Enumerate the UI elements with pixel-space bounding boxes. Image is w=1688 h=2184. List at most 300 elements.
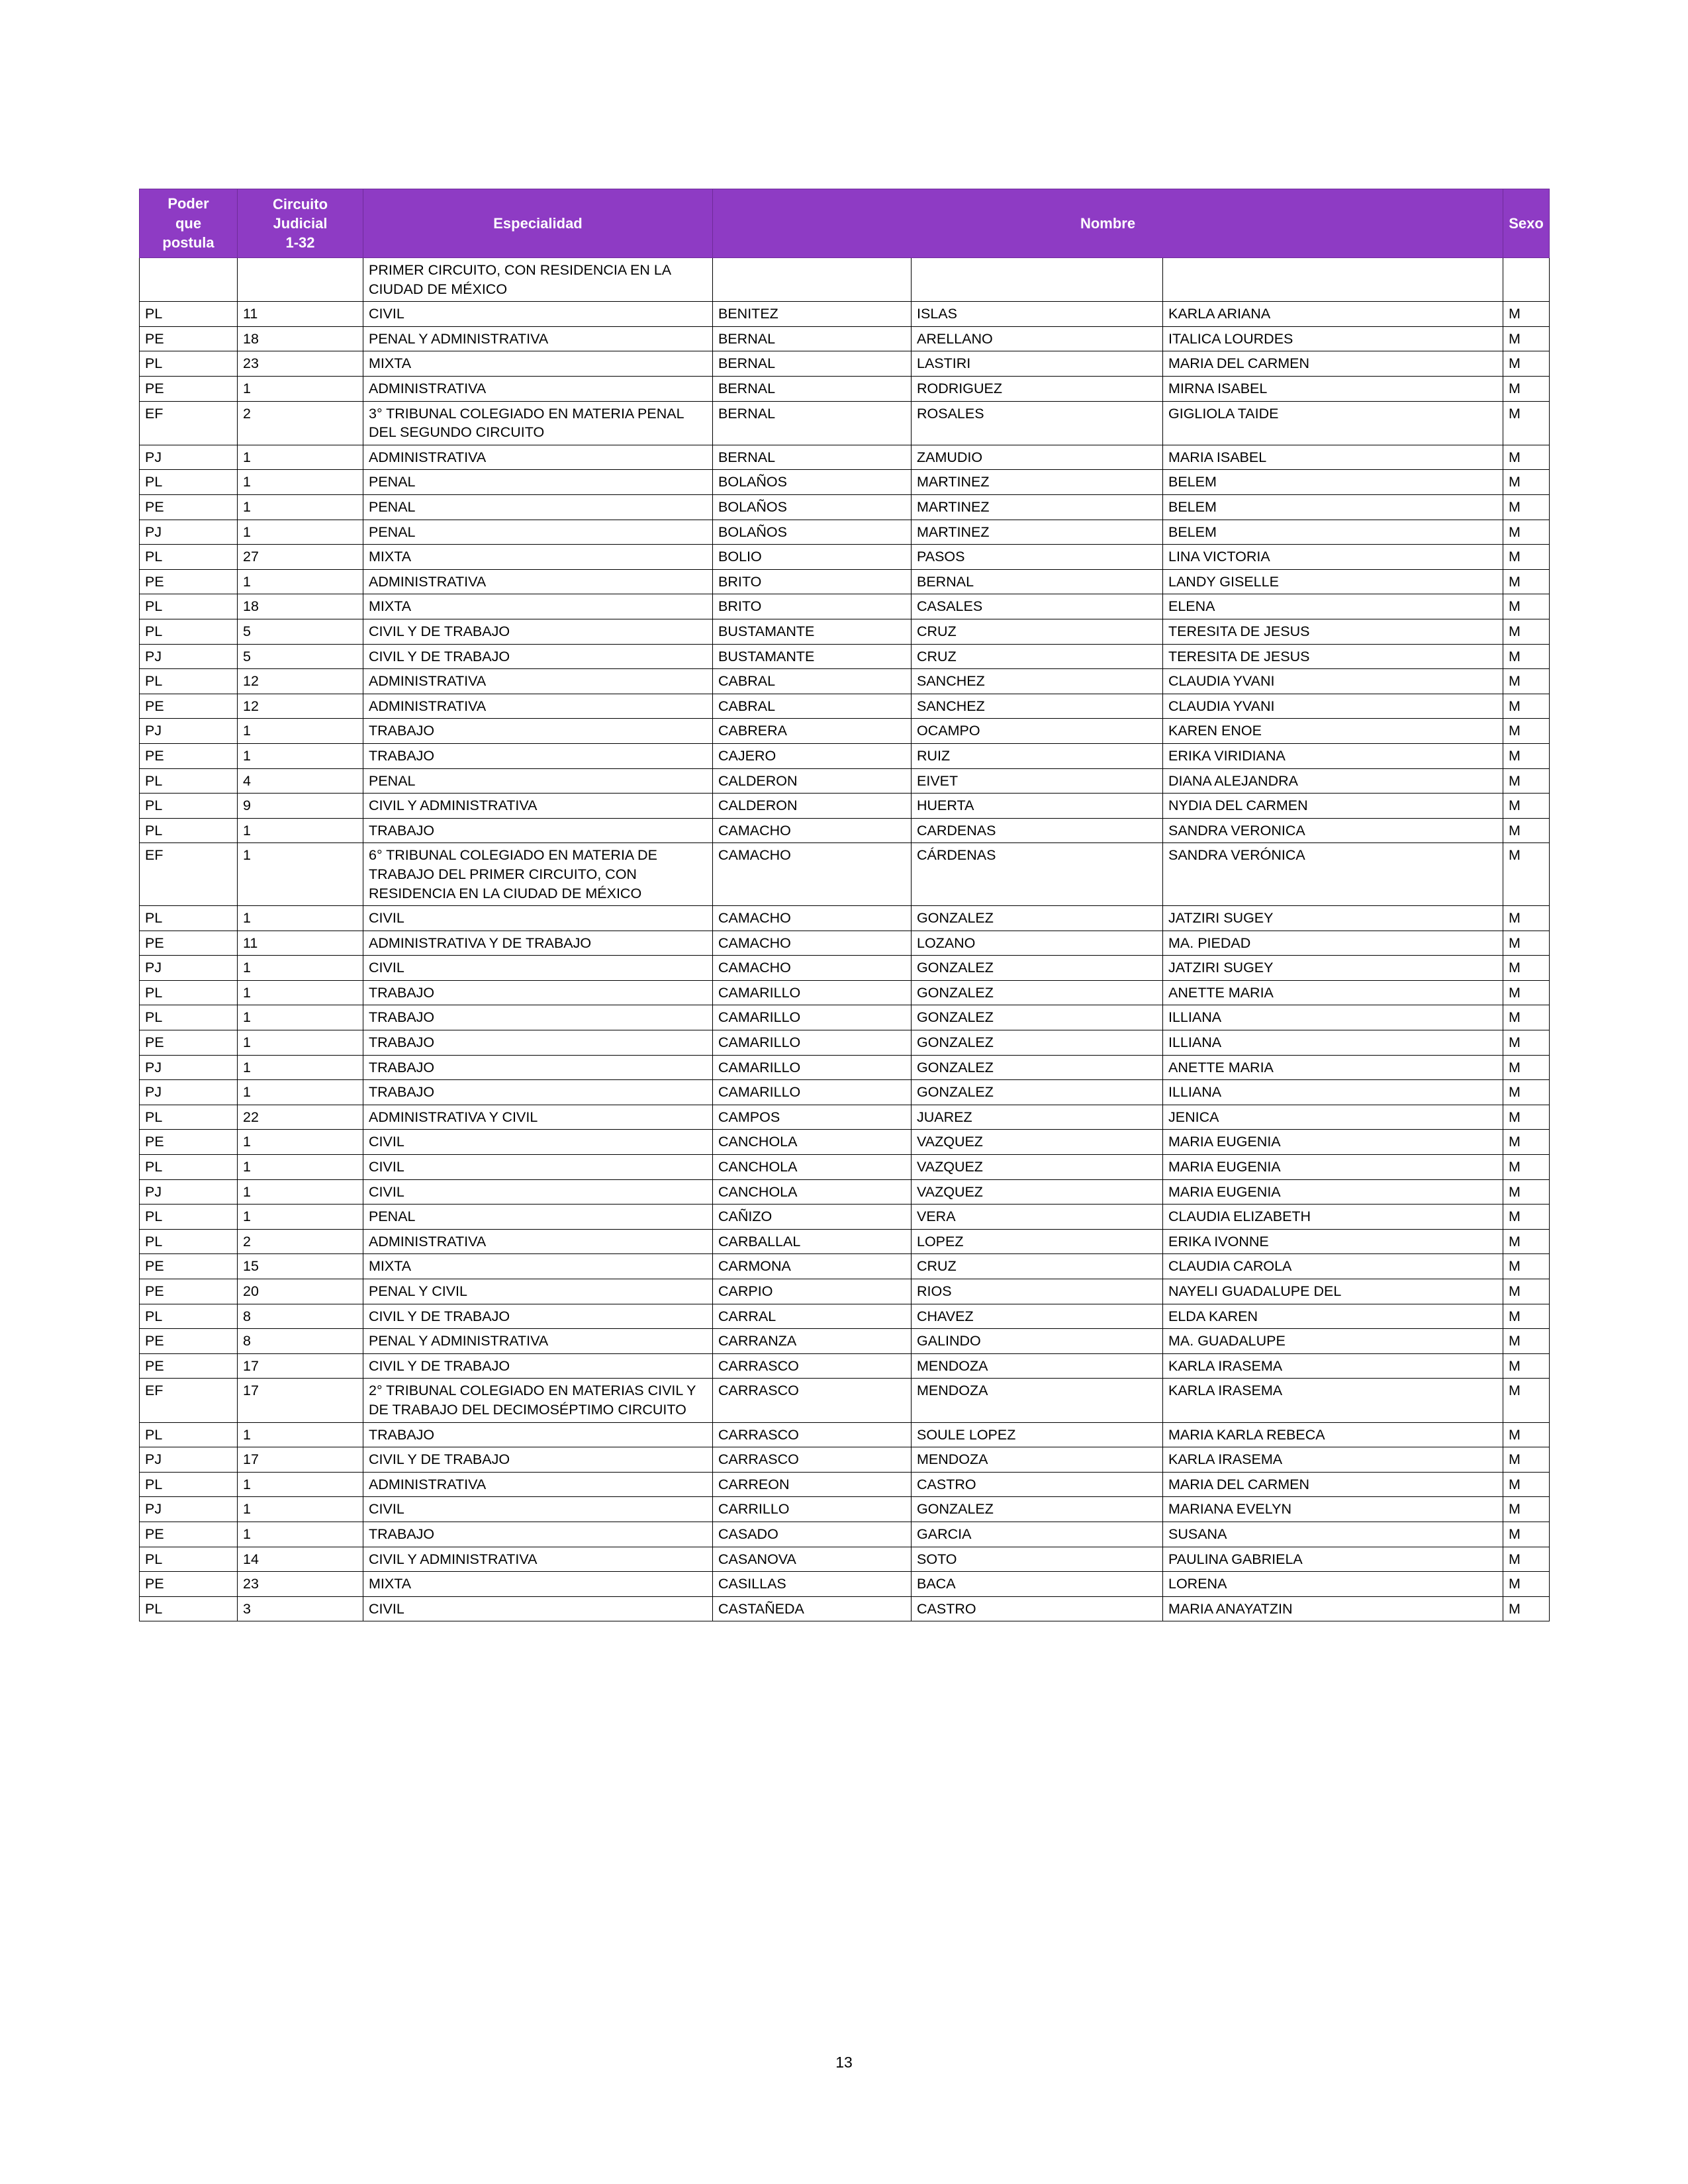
cell-circuito: 1 [238,1422,363,1447]
cell-nombre: ERIKA VIRIDIANA [1163,743,1503,768]
cell-especialidad: MIXTA [363,1254,713,1279]
cell-circuito: 27 [238,545,363,570]
cell-apellido-materno: LOZANO [912,931,1163,956]
cell-nombre: TERESITA DE JESUS [1163,619,1503,644]
cell-apellido-paterno: CASADO [713,1522,912,1547]
cell-circuito: 1 [238,818,363,843]
cell-apellido-paterno: CAMARILLO [713,1030,912,1056]
cell-apellido-paterno: CAMACHO [713,931,912,956]
table-row [140,1030,1550,1056]
cell-nombre: SANDRA VERONICA [1163,818,1503,843]
cell-poder: PE [140,326,238,351]
cell-poder: PL [140,1005,238,1030]
cell-circuito: 20 [238,1279,363,1304]
cell-nombre: GIGLIOLA TAIDE [1163,401,1503,445]
cell-poder: PL [140,470,238,495]
cell-apellido-paterno: BERNAL [713,326,912,351]
cell-apellido-paterno: CAÑIZO [713,1205,912,1230]
cell-especialidad: CIVIL Y ADMINISTRATIVA [363,1547,713,1572]
cell-apellido-paterno: BOLAÑOS [713,470,912,495]
cell-sexo: M [1503,743,1550,768]
cell-apellido-paterno: CANCHOLA [713,1155,912,1180]
cell-circuito: 1 [238,1155,363,1180]
cell-sexo: M [1503,980,1550,1005]
table-row [140,906,1550,931]
cell-apellido-materno: MENDOZA [912,1379,1163,1422]
cell-poder: PL [140,906,238,931]
cell-sexo: M [1503,906,1550,931]
table-row [140,1572,1550,1597]
cell-apellido-paterno: CARRASCO [713,1422,912,1447]
cell-apellido-materno: VAZQUEZ [912,1179,1163,1205]
cell-especialidad: PENAL [363,1205,713,1230]
cell-sexo: M [1503,931,1550,956]
cell-poder: PE [140,1130,238,1155]
cell-circuito: 18 [238,594,363,619]
cell-apellido-materno: JUAREZ [912,1105,1163,1130]
cell-circuito: 1 [238,906,363,931]
cell-especialidad: ADMINISTRATIVA Y CIVIL [363,1105,713,1130]
table-row [140,495,1550,520]
cell-nombre: ILLIANA [1163,1030,1503,1056]
cell-especialidad: PENAL Y ADMINISTRATIVA [363,326,713,351]
cell-apellido-paterno: CASANOVA [713,1547,912,1572]
cell-apellido-paterno: CASTAÑEDA [713,1596,912,1621]
cell-nombre: JENICA [1163,1105,1503,1130]
cell-apellido-materno: CÁRDENAS [912,843,1163,906]
cell-nombre: MIRNA ISABEL [1163,377,1503,402]
cell-apellido-paterno: CANCHOLA [713,1130,912,1155]
cell-especialidad: PENAL [363,520,713,545]
cell-nombre: ELDA KAREN [1163,1304,1503,1329]
cell-especialidad: CIVIL [363,1179,713,1205]
cell-apellido-paterno: CAMARILLO [713,1080,912,1105]
cell-sexo: M [1503,1155,1550,1180]
cell-apellido-paterno: CAMACHO [713,906,912,931]
cell-especialidad: TRABAJO [363,1522,713,1547]
table-row [140,1329,1550,1354]
cell-sexo: M [1503,351,1550,377]
cell-nombre [1163,258,1503,302]
table-header-row [140,189,1550,258]
cell-apellido-paterno: CASILLAS [713,1572,912,1597]
cell-apellido-materno: MENDOZA [912,1353,1163,1379]
cell-apellido-paterno: BUSTAMANTE [713,644,912,669]
cell-especialidad: PENAL Y ADMINISTRATIVA [363,1329,713,1354]
cell-apellido-paterno: BUSTAMANTE [713,619,912,644]
cell-apellido-materno: ZAMUDIO [912,445,1163,470]
cell-sexo: M [1503,619,1550,644]
cell-nombre: CLAUDIA ELIZABETH [1163,1205,1503,1230]
cell-apellido-paterno: CARPIO [713,1279,912,1304]
cell-sexo: M [1503,1596,1550,1621]
table-row [140,1130,1550,1155]
cell-apellido-materno: OCAMPO [912,719,1163,744]
cell-poder: PE [140,1329,238,1354]
cell-apellido-materno [912,258,1163,302]
cell-nombre: JATZIRI SUGEY [1163,956,1503,981]
cell-circuito: 1 [238,743,363,768]
cell-poder: EF [140,401,238,445]
cell-apellido-materno: ROSALES [912,401,1163,445]
cell-circuito: 1 [238,1472,363,1497]
cell-circuito: 14 [238,1547,363,1572]
cell-nombre: ITALICA LOURDES [1163,326,1503,351]
cell-apellido-paterno: CAJERO [713,743,912,768]
cell-especialidad: TRABAJO [363,1422,713,1447]
cell-poder: PL [140,669,238,694]
cell-circuito: 22 [238,1105,363,1130]
cell-sexo: M [1503,694,1550,719]
cell-apellido-materno: VAZQUEZ [912,1155,1163,1180]
cell-poder: PL [140,302,238,327]
circuito-line-2: Judicial [273,215,328,232]
cell-apellido-materno: GONZALEZ [912,906,1163,931]
cell-sexo: M [1503,1353,1550,1379]
cell-apellido-materno: GONZALEZ [912,1055,1163,1080]
candidates-table [139,189,1550,1621]
cell-especialidad: MIXTA [363,545,713,570]
table-row [140,1522,1550,1547]
cell-poder: PJ [140,1497,238,1522]
cell-poder: PJ [140,1447,238,1473]
cell-especialidad: PRIMER CIRCUITO, CON RESIDENCIA EN LA CIUDAD DE MÉXICO [363,258,713,302]
cell-nombre: SUSANA [1163,1522,1503,1547]
cell-apellido-paterno: CARMONA [713,1254,912,1279]
cell-nombre: MARIA EUGENIA [1163,1130,1503,1155]
cell-apellido-materno: CRUZ [912,644,1163,669]
cell-sexo: M [1503,1497,1550,1522]
cell-poder: PE [140,694,238,719]
table-row [140,1080,1550,1105]
cell-circuito: 1 [238,1205,363,1230]
table-row [140,743,1550,768]
cell-apellido-materno: CARDENAS [912,818,1163,843]
cell-especialidad: 3° TRIBUNAL COLEGIADO EN MATERIA PENAL DEL SEGUNDO CIRCUITO [363,401,713,445]
cell-nombre: JATZIRI SUGEY [1163,906,1503,931]
cell-sexo: M [1503,326,1550,351]
table-row [140,1229,1550,1254]
cell-apellido-materno: MARTINEZ [912,495,1163,520]
cell-apellido-paterno: CARRAL [713,1304,912,1329]
table-row [140,1422,1550,1447]
cell-sexo [1503,258,1550,302]
cell-poder: PJ [140,445,238,470]
cell-especialidad: CIVIL [363,1596,713,1621]
cell-sexo: M [1503,545,1550,570]
cell-nombre: MARIA EUGENIA [1163,1179,1503,1205]
cell-circuito: 11 [238,931,363,956]
cell-poder: PE [140,1279,238,1304]
cell-apellido-materno: GONZALEZ [912,1030,1163,1056]
cell-poder: PE [140,495,238,520]
cell-sexo: M [1503,719,1550,744]
cell-poder: PE [140,1572,238,1597]
cell-especialidad: CIVIL [363,1130,713,1155]
cell-poder: PL [140,980,238,1005]
cell-poder: PJ [140,1055,238,1080]
table-row [140,1472,1550,1497]
cell-apellido-paterno: CARREON [713,1472,912,1497]
cell-especialidad: CIVIL Y DE TRABAJO [363,619,713,644]
column-header-nombre: Nombre [713,189,1503,258]
cell-apellido-materno: CASTRO [912,1596,1163,1621]
cell-poder: PE [140,1353,238,1379]
cell-circuito: 1 [238,1005,363,1030]
cell-apellido-materno: CASALES [912,594,1163,619]
cell-sexo: M [1503,1547,1550,1572]
cell-especialidad: CIVIL Y DE TRABAJO [363,644,713,669]
cell-nombre: BELEM [1163,470,1503,495]
cell-especialidad: ADMINISTRATIVA [363,569,713,594]
cell-circuito: 1 [238,1055,363,1080]
cell-nombre: KARLA IRASEMA [1163,1379,1503,1422]
cell-apellido-paterno: CABRAL [713,669,912,694]
cell-nombre: CLAUDIA CAROLA [1163,1254,1503,1279]
circuito-line-3: 1-32 [285,234,315,251]
cell-poder: PJ [140,956,238,981]
table-row [140,326,1550,351]
cell-nombre: MARIA ISABEL [1163,445,1503,470]
cell-especialidad: CIVIL [363,906,713,931]
poder-line-2: que [175,214,202,232]
cell-sexo: M [1503,302,1550,327]
cell-especialidad: PENAL [363,495,713,520]
cell-nombre: MARIA ANAYATZIN [1163,1596,1503,1621]
cell-circuito: 4 [238,768,363,794]
cell-nombre: BELEM [1163,520,1503,545]
cell-apellido-materno: GALINDO [912,1329,1163,1354]
cell-sexo: M [1503,1379,1550,1422]
cell-poder: PJ [140,1179,238,1205]
cell-sexo: M [1503,669,1550,694]
cell-especialidad: CIVIL [363,1155,713,1180]
cell-circuito: 1 [238,445,363,470]
cell-especialidad: ADMINISTRATIVA [363,445,713,470]
cell-sexo: M [1503,1329,1550,1354]
cell-apellido-materno: HUERTA [912,794,1163,819]
cell-circuito: 1 [238,1522,363,1547]
cell-poder: PL [140,1596,238,1621]
cell-apellido-materno: CHAVEZ [912,1304,1163,1329]
cell-apellido-materno: LASTIRI [912,351,1163,377]
cell-especialidad: MIXTA [363,594,713,619]
table-row [140,1055,1550,1080]
cell-apellido-materno: EIVET [912,768,1163,794]
cell-especialidad: PENAL Y CIVIL [363,1279,713,1304]
cell-apellido-materno: CRUZ [912,619,1163,644]
circuito-line-1: Circuito [272,195,328,212]
cell-poder: PL [140,545,238,570]
cell-apellido-paterno: BRITO [713,569,912,594]
cell-apellido-paterno: CANCHOLA [713,1179,912,1205]
cell-nombre: ANETTE MARIA [1163,980,1503,1005]
cell-apellido-materno: CRUZ [912,1254,1163,1279]
table-row [140,644,1550,669]
cell-apellido-paterno: CAMPOS [713,1105,912,1130]
cell-apellido-materno: ISLAS [912,302,1163,327]
table-row [140,1596,1550,1621]
cell-especialidad: PENAL [363,470,713,495]
cell-circuito: 1 [238,980,363,1005]
cell-apellido-paterno: CARRANZA [713,1329,912,1354]
cell-nombre: NAYELI GUADALUPE DEL [1163,1279,1503,1304]
cell-poder: PL [140,1422,238,1447]
cell-poder: PE [140,1522,238,1547]
column-header-poder [140,189,238,258]
cell-poder: PE [140,569,238,594]
cell-apellido-paterno: CABRERA [713,719,912,744]
table-row [140,377,1550,402]
cell-sexo: M [1503,1304,1550,1329]
cell-sexo: M [1503,1080,1550,1105]
cell-sexo: M [1503,445,1550,470]
cell-apellido-materno: VAZQUEZ [912,1130,1163,1155]
cell-especialidad: TRABAJO [363,980,713,1005]
cell-circuito: 1 [238,377,363,402]
cell-sexo: M [1503,594,1550,619]
cell-apellido-materno: ARELLANO [912,326,1163,351]
table-row [140,1205,1550,1230]
cell-sexo: M [1503,377,1550,402]
cell-sexo: M [1503,1522,1550,1547]
cell-circuito: 23 [238,351,363,377]
table-row [140,931,1550,956]
cell-nombre: KARLA IRASEMA [1163,1447,1503,1473]
cell-sexo: M [1503,1229,1550,1254]
cell-apellido-materno: MARTINEZ [912,470,1163,495]
cell-especialidad: TRABAJO [363,1055,713,1080]
cell-nombre: MARIA EUGENIA [1163,1155,1503,1180]
table-row [140,1155,1550,1180]
cell-sexo: M [1503,1130,1550,1155]
cell-apellido-paterno: BOLIO [713,545,912,570]
cell-poder [140,258,238,302]
cell-apellido-paterno: BOLAÑOS [713,520,912,545]
cell-poder: PJ [140,719,238,744]
cell-sexo: M [1503,1572,1550,1597]
cell-especialidad: CIVIL Y DE TRABAJO [363,1304,713,1329]
cell-especialidad: TRABAJO [363,719,713,744]
cell-especialidad: TRABAJO [363,1030,713,1056]
cell-apellido-paterno: CALDERON [713,794,912,819]
table-row [140,1005,1550,1030]
table-row [140,470,1550,495]
cell-nombre: KAREN ENOE [1163,719,1503,744]
table-row [140,594,1550,619]
cell-nombre: ANETTE MARIA [1163,1055,1503,1080]
cell-sexo: M [1503,1105,1550,1130]
cell-nombre: MARIA DEL CARMEN [1163,1472,1503,1497]
cell-circuito: 1 [238,1497,363,1522]
table-row [140,1547,1550,1572]
table-row [140,1353,1550,1379]
column-header-sexo: Sexo [1503,189,1550,258]
cell-apellido-paterno: CABRAL [713,694,912,719]
cell-nombre: MARIANA EVELYN [1163,1497,1503,1522]
cell-apellido-materno: GONZALEZ [912,980,1163,1005]
cell-circuito: 17 [238,1353,363,1379]
cell-apellido-materno: SOULE LOPEZ [912,1422,1163,1447]
cell-especialidad: ADMINISTRATIVA [363,1472,713,1497]
table-row [140,1497,1550,1522]
cell-nombre: KARLA ARIANA [1163,302,1503,327]
cell-apellido-paterno: CARRASCO [713,1353,912,1379]
table-row [140,619,1550,644]
cell-circuito: 12 [238,669,363,694]
cell-especialidad: MIXTA [363,1572,713,1597]
cell-especialidad: PENAL [363,768,713,794]
cell-apellido-paterno: BOLAÑOS [713,495,912,520]
cell-poder: PL [140,794,238,819]
cell-circuito: 9 [238,794,363,819]
cell-circuito: 1 [238,1130,363,1155]
cell-poder: PL [140,1472,238,1497]
cell-apellido-materno: GONZALEZ [912,1497,1163,1522]
cell-apellido-paterno: CAMACHO [713,843,912,906]
cell-poder: PE [140,743,238,768]
cell-nombre: CLAUDIA YVANI [1163,669,1503,694]
cell-poder: PL [140,594,238,619]
cell-circuito: 1 [238,520,363,545]
cell-circuito: 5 [238,619,363,644]
cell-apellido-paterno: BERNAL [713,377,912,402]
cell-apellido-paterno: CARRILLO [713,1497,912,1522]
cell-sexo: M [1503,1005,1550,1030]
table-row [140,445,1550,470]
cell-poder: PL [140,1105,238,1130]
cell-circuito: 15 [238,1254,363,1279]
column-header-especialidad: Especialidad [363,189,713,258]
table-row [140,794,1550,819]
cell-apellido-paterno: CARBALLAL [713,1229,912,1254]
cell-especialidad: 2° TRIBUNAL COLEGIADO EN MATERIAS CIVIL Y DE TRABAJO DEL DECIMOSÉPTIMO CIRCUITO [363,1379,713,1422]
cell-poder: PE [140,1030,238,1056]
cell-sexo: M [1503,470,1550,495]
table-row [140,719,1550,744]
cell-circuito: 1 [238,1030,363,1056]
table-row [140,694,1550,719]
cell-apellido-materno: CASTRO [912,1472,1163,1497]
cell-nombre: CLAUDIA YVANI [1163,694,1503,719]
table-row [140,818,1550,843]
cell-apellido-paterno [713,258,912,302]
cell-circuito: 2 [238,1229,363,1254]
cell-especialidad: TRABAJO [363,818,713,843]
cell-apellido-materno: MENDOZA [912,1447,1163,1473]
cell-nombre: PAULINA GABRIELA [1163,1547,1503,1572]
cell-especialidad: CIVIL Y ADMINISTRATIVA [363,794,713,819]
cell-sexo: M [1503,569,1550,594]
cell-apellido-paterno: BERNAL [713,351,912,377]
cell-apellido-materno: GARCIA [912,1522,1163,1547]
table-header [140,189,1550,258]
cell-circuito: 5 [238,644,363,669]
poder-line-3: postula [162,234,214,251]
cell-circuito: 2 [238,401,363,445]
cell-apellido-paterno: CARRASCO [713,1447,912,1473]
table-row [140,1447,1550,1473]
cell-sexo: M [1503,1179,1550,1205]
cell-apellido-paterno: CAMARILLO [713,980,912,1005]
cell-circuito: 1 [238,719,363,744]
cell-poder: PL [140,818,238,843]
cell-circuito: 1 [238,569,363,594]
cell-circuito [238,258,363,302]
cell-nombre: DIANA ALEJANDRA [1163,768,1503,794]
cell-apellido-paterno: CAMACHO [713,956,912,981]
table-row [140,669,1550,694]
